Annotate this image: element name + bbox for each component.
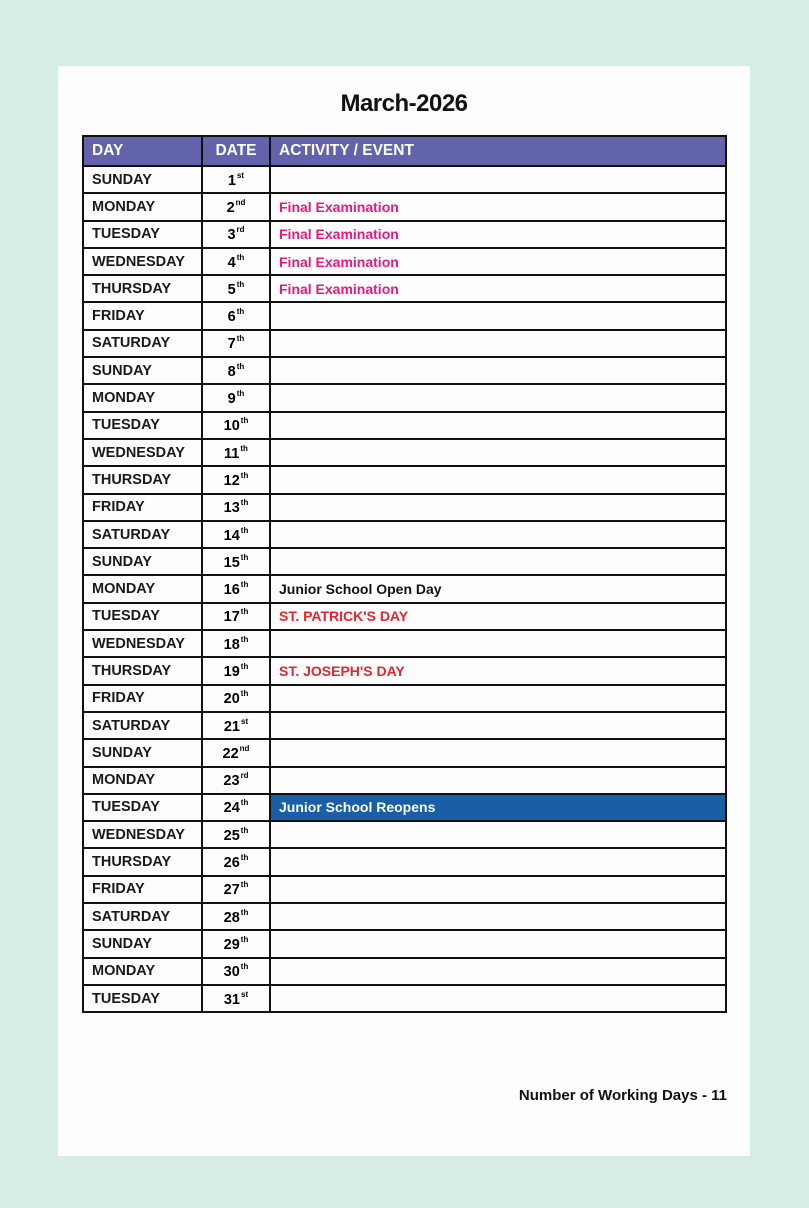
table-row xyxy=(83,466,726,493)
date-suffix: th xyxy=(240,825,249,835)
day-cell: SATURDAY xyxy=(83,712,202,739)
table-row xyxy=(83,794,726,821)
day-cell: MONDAY xyxy=(83,384,202,411)
date-number: 24 xyxy=(223,800,240,817)
event-cell xyxy=(270,494,726,521)
date-suffix: th xyxy=(236,334,245,344)
date-number: 31 xyxy=(223,991,240,1008)
table-row xyxy=(83,739,726,766)
table-row xyxy=(83,767,726,794)
event-cell xyxy=(270,958,726,985)
date-suffix: th xyxy=(240,661,249,671)
header-day: DAY xyxy=(83,136,202,166)
event-cell xyxy=(270,466,726,493)
date-number: 18 xyxy=(223,636,240,653)
date-number: 6 xyxy=(227,309,236,326)
table-row xyxy=(83,685,726,712)
table-header-row xyxy=(83,136,726,166)
date-number: 10 xyxy=(223,418,240,435)
date-number: 21 xyxy=(223,718,240,735)
header-date: DATE xyxy=(202,136,270,166)
date-cell xyxy=(202,193,270,220)
day-cell: SUNDAY xyxy=(83,166,202,193)
day-cell: TUESDAY xyxy=(83,603,202,630)
day-cell: MONDAY xyxy=(83,767,202,794)
event-cell xyxy=(270,302,726,329)
date-number: 25 xyxy=(223,827,240,844)
date-number: 22 xyxy=(222,745,239,762)
date-cell xyxy=(202,221,270,248)
event-cell xyxy=(270,166,726,193)
day-cell: FRIDAY xyxy=(83,302,202,329)
date-number: 30 xyxy=(223,964,240,981)
day-cell: TUESDAY xyxy=(83,985,202,1012)
event-cell xyxy=(270,439,726,466)
date-suffix: nd xyxy=(239,743,250,753)
date-cell xyxy=(202,412,270,439)
table-row xyxy=(83,712,726,739)
day-cell: MONDAY xyxy=(83,575,202,602)
event-cell: Final Examination xyxy=(270,248,726,275)
date-number: 13 xyxy=(223,500,240,517)
table-row xyxy=(83,439,726,466)
date-cell xyxy=(202,330,270,357)
date-suffix: st xyxy=(236,170,245,180)
table-row xyxy=(83,412,726,439)
table-row xyxy=(83,985,726,1012)
date-suffix: th xyxy=(240,853,249,863)
day-cell: SATURDAY xyxy=(83,330,202,357)
calendar-page xyxy=(58,66,750,1156)
table-row xyxy=(83,821,726,848)
event-cell xyxy=(270,767,726,794)
day-cell: WEDNESDAY xyxy=(83,248,202,275)
table-row xyxy=(83,548,726,575)
date-suffix: th xyxy=(240,798,249,808)
date-cell xyxy=(202,685,270,712)
date-cell xyxy=(202,275,270,302)
event-cell xyxy=(270,903,726,930)
event-cell xyxy=(270,930,726,957)
event-cell xyxy=(270,821,726,848)
date-suffix: th xyxy=(240,498,249,508)
table-row xyxy=(83,302,726,329)
date-number: 4 xyxy=(227,254,236,271)
day-cell: FRIDAY xyxy=(83,876,202,903)
date-number: 14 xyxy=(223,527,240,544)
day-cell: THURSDAY xyxy=(83,848,202,875)
day-cell: MONDAY xyxy=(83,193,202,220)
table-row xyxy=(83,521,726,548)
event-cell xyxy=(270,548,726,575)
date-suffix: th xyxy=(240,634,249,644)
date-suffix: th xyxy=(240,525,249,535)
date-cell xyxy=(202,876,270,903)
event-cell xyxy=(270,985,726,1012)
day-cell: SATURDAY xyxy=(83,521,202,548)
date-cell xyxy=(202,630,270,657)
date-cell xyxy=(202,958,270,985)
table-row xyxy=(83,384,726,411)
date-number: 1 xyxy=(227,172,236,189)
table-row xyxy=(83,275,726,302)
event-cell xyxy=(270,739,726,766)
date-suffix: rd xyxy=(240,771,249,781)
table-row xyxy=(83,848,726,875)
date-cell xyxy=(202,548,270,575)
day-cell: SUNDAY xyxy=(83,930,202,957)
date-suffix: th xyxy=(240,443,248,453)
day-cell: FRIDAY xyxy=(83,494,202,521)
date-number: 17 xyxy=(223,609,240,626)
date-number: 2 xyxy=(226,199,235,216)
day-cell: THURSDAY xyxy=(83,657,202,684)
day-cell: SUNDAY xyxy=(83,357,202,384)
day-cell: SATURDAY xyxy=(83,903,202,930)
date-number: 16 xyxy=(223,582,240,599)
date-cell xyxy=(202,494,270,521)
day-cell: WEDNESDAY xyxy=(83,439,202,466)
day-cell: SUNDAY xyxy=(83,548,202,575)
day-cell: TUESDAY xyxy=(83,794,202,821)
date-number: 3 xyxy=(227,227,236,244)
table-row xyxy=(83,494,726,521)
day-cell: THURSDAY xyxy=(83,275,202,302)
date-suffix: th xyxy=(240,880,249,890)
date-number: 5 xyxy=(227,281,236,298)
day-cell: SUNDAY xyxy=(83,739,202,766)
working-days-count: Number of Working Days - 11 xyxy=(518,1087,727,1104)
date-suffix: th xyxy=(240,934,249,944)
date-suffix: th xyxy=(240,470,249,480)
day-cell: WEDNESDAY xyxy=(83,821,202,848)
date-cell xyxy=(202,821,270,848)
date-suffix: th xyxy=(236,279,245,289)
date-suffix: th xyxy=(240,907,249,917)
event-cell xyxy=(270,876,726,903)
date-number: 28 xyxy=(223,909,240,926)
table-row xyxy=(83,958,726,985)
date-suffix: th xyxy=(236,252,245,262)
date-number: 7 xyxy=(227,336,236,353)
date-cell xyxy=(202,930,270,957)
table-row xyxy=(83,357,726,384)
date-cell xyxy=(202,357,270,384)
date-cell xyxy=(202,903,270,930)
date-cell xyxy=(202,794,270,821)
table-row xyxy=(83,930,726,957)
date-suffix: th xyxy=(240,416,249,426)
day-cell: MONDAY xyxy=(83,958,202,985)
table-row xyxy=(83,166,726,193)
table-row xyxy=(83,630,726,657)
date-suffix: st xyxy=(241,989,249,999)
date-suffix: th xyxy=(240,962,249,972)
date-cell xyxy=(202,302,270,329)
event-cell xyxy=(270,330,726,357)
day-cell: THURSDAY xyxy=(83,466,202,493)
date-number: 20 xyxy=(223,691,240,708)
date-suffix: th xyxy=(236,307,245,317)
table-row xyxy=(83,221,726,248)
date-cell xyxy=(202,166,270,193)
event-cell xyxy=(270,630,726,657)
date-cell xyxy=(202,384,270,411)
event-cell xyxy=(270,412,726,439)
date-number: 15 xyxy=(223,554,240,571)
header-activity: ACTIVITY / EVENT xyxy=(270,136,726,166)
day-cell: WEDNESDAY xyxy=(83,630,202,657)
date-suffix: nd xyxy=(235,197,246,207)
date-cell xyxy=(202,603,270,630)
date-cell xyxy=(202,848,270,875)
date-cell xyxy=(202,985,270,1012)
table-row xyxy=(83,876,726,903)
page-title: March-2026 xyxy=(340,90,468,117)
table-row xyxy=(83,330,726,357)
date-cell xyxy=(202,439,270,466)
date-suffix: th xyxy=(236,361,245,371)
date-number: 29 xyxy=(223,936,240,953)
event-cell: Junior School Open Day xyxy=(270,575,726,602)
table-row xyxy=(83,575,726,602)
table-row xyxy=(83,603,726,630)
event-cell: Final Examination xyxy=(270,275,726,302)
date-cell xyxy=(202,739,270,766)
day-cell: TUESDAY xyxy=(83,412,202,439)
date-number: 9 xyxy=(227,391,236,408)
table-row xyxy=(83,193,726,220)
date-suffix: rd xyxy=(236,225,245,235)
calendar-table xyxy=(82,135,727,1013)
event-cell xyxy=(270,848,726,875)
date-cell xyxy=(202,712,270,739)
date-cell xyxy=(202,521,270,548)
event-cell xyxy=(270,521,726,548)
date-suffix: th xyxy=(240,607,249,617)
event-cell: Final Examination xyxy=(270,193,726,220)
table-row xyxy=(83,903,726,930)
date-number: 19 xyxy=(223,663,240,680)
event-cell: Final Examination xyxy=(270,221,726,248)
date-suffix: th xyxy=(240,689,249,699)
date-cell xyxy=(202,767,270,794)
table-row xyxy=(83,657,726,684)
table-row xyxy=(83,248,726,275)
date-cell xyxy=(202,657,270,684)
date-number: 26 xyxy=(223,855,240,872)
date-number: 12 xyxy=(223,472,240,489)
event-cell: ST. PATRICK'S DAY xyxy=(270,603,726,630)
event-cell xyxy=(270,712,726,739)
day-cell: TUESDAY xyxy=(83,221,202,248)
date-cell xyxy=(202,466,270,493)
event-cell xyxy=(270,357,726,384)
day-cell: FRIDAY xyxy=(83,685,202,712)
date-cell xyxy=(202,575,270,602)
event-cell xyxy=(270,685,726,712)
date-number: 11 xyxy=(224,445,240,462)
event-cell: Junior School Reopens xyxy=(270,794,726,821)
date-suffix: st xyxy=(241,716,249,726)
date-suffix: th xyxy=(236,389,245,399)
date-cell xyxy=(202,248,270,275)
date-number: 27 xyxy=(223,882,240,899)
date-suffix: th xyxy=(240,580,249,590)
event-cell: ST. JOSEPH'S DAY xyxy=(270,657,726,684)
date-number: 23 xyxy=(223,773,240,790)
event-cell xyxy=(270,384,726,411)
date-suffix: th xyxy=(240,552,249,562)
date-number: 8 xyxy=(227,363,236,380)
